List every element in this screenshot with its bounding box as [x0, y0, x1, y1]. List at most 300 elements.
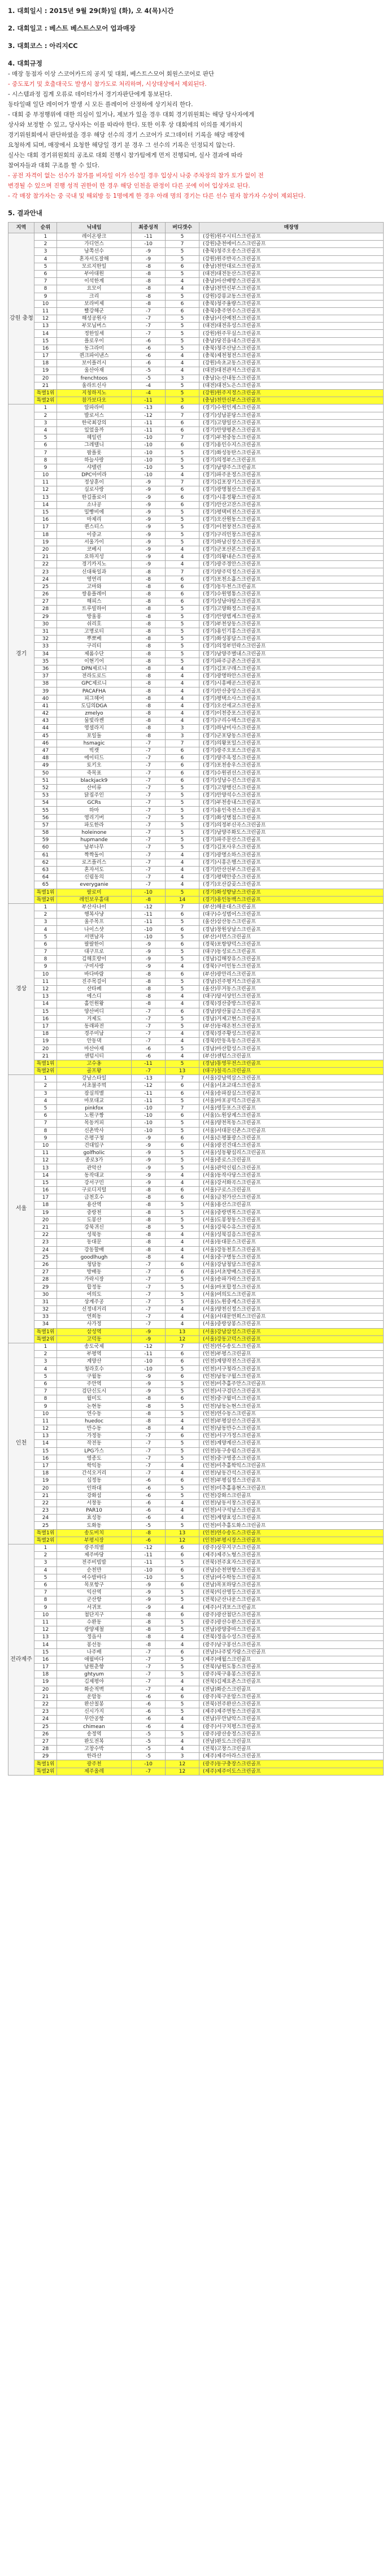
table-row [8, 1351, 384, 1358]
table-row [8, 1425, 384, 1433]
shop-cell: (인천)동구송림스크린골프 [199, 1447, 384, 1455]
table-row [8, 472, 384, 479]
table-row [8, 270, 384, 277]
rank-cell: 21 [34, 382, 57, 389]
rank-cell: 30 [34, 620, 57, 628]
nickname-cell: 정한일세 [57, 330, 132, 337]
nickname-cell: huedoc [57, 1417, 132, 1425]
table-row [8, 1157, 384, 1164]
nickname-cell: 순천만 [57, 1567, 132, 1574]
score-cell: -7 [132, 1440, 166, 1447]
table-row [8, 278, 384, 285]
rank-cell: 62 [34, 859, 57, 866]
rank-cell: 1 [34, 1544, 57, 1552]
table-row [8, 1678, 384, 1686]
birdie-cell: 6 [166, 755, 199, 762]
rank-cell: 3 [34, 1090, 57, 1097]
shop-cell: (인천)중구월미스크린골프 [199, 1395, 384, 1403]
rank-cell: 56 [34, 814, 57, 821]
birdie-cell: 4 [166, 546, 199, 553]
score-cell: -8 [132, 1403, 166, 1410]
nickname-cell: 계양산 [57, 1358, 132, 1365]
score-cell: -6 [132, 1492, 166, 1499]
birdie-cell: 4 [166, 1000, 199, 1008]
nickname-cell: 영셜라지 [57, 725, 132, 732]
nickname-cell: 송정역 [57, 1730, 132, 1738]
shop-cell: (경기)의정부신곡스크린골프 [199, 821, 384, 829]
rank-cell: 43 [34, 717, 57, 725]
table-row [8, 1090, 384, 1097]
birdie-cell: 6 [166, 419, 199, 427]
nickname-cell: 행복사냥 [57, 911, 132, 919]
nickname-cell: 작전동 [57, 1440, 132, 1447]
nickname-cell: 영리기버 [57, 814, 132, 821]
score-cell: -10 [132, 1112, 166, 1120]
nickname-cell: 애월바다 [57, 1656, 132, 1663]
rank-cell: 특별1위 [34, 1328, 57, 1335]
rank-cell: 10 [34, 1142, 57, 1149]
rank-cell: 38 [34, 680, 57, 687]
birdie-cell: 4 [166, 1723, 199, 1730]
table-body [8, 233, 384, 1776]
nickname-cell: 신시가지 [57, 1708, 132, 1716]
rank-cell: 32 [34, 1306, 57, 1313]
table-row [8, 1417, 384, 1425]
table-row [8, 1700, 384, 1708]
rank-cell: 13 [34, 1164, 57, 1172]
rank-cell: 17 [34, 1462, 57, 1469]
birdie-cell: 6 [166, 1008, 199, 1015]
shop-cell: (경기)의왕포일스크린골프 [199, 739, 384, 747]
score-cell: -8 [132, 1187, 166, 1194]
table-row [8, 1544, 384, 1552]
table-row [8, 1022, 384, 1030]
birdie-cell: 12 [166, 1335, 199, 1343]
nickname-cell: 합정동 [57, 1283, 132, 1291]
shop-cell: (충남)논산내동스크린골프 [199, 375, 384, 382]
score-cell: -6 [132, 337, 166, 345]
score-cell: -7 [132, 307, 166, 315]
shop-cell: (전남)완도스크린골프 [199, 1738, 384, 1745]
shop-cell: (전북)김제요촌스크린골프 [199, 1678, 384, 1686]
score-cell: -8 [132, 896, 166, 903]
rank-cell: 특별1위 [34, 1060, 57, 1067]
score-cell: -9 [132, 941, 166, 948]
birdie-cell: 5 [166, 658, 199, 665]
score-cell: -8 [132, 673, 166, 680]
rank-cell: 20 [34, 375, 57, 382]
shop-cell: (경북)구미인동스크린골프 [199, 963, 384, 971]
table-row [8, 971, 384, 978]
nickname-cell: 가디언스 [57, 241, 132, 248]
birdie-cell: 5 [166, 1365, 199, 1373]
shop-cell: (경기)포천소흘스크린골프 [199, 576, 384, 583]
nickname-cell: 제롬수단 [57, 650, 132, 658]
score-cell: -7 [132, 1455, 166, 1462]
nickname-cell: 한길플로이 [57, 494, 132, 501]
rank-cell: 8 [34, 1127, 57, 1134]
rank-cell: 10 [34, 300, 57, 307]
nickname-cell: 신대륙일과 [57, 568, 132, 576]
shop-cell: (충북)청주산남스크린골프 [199, 345, 384, 352]
score-cell: -9 [132, 1172, 166, 1179]
rank-cell: 34 [34, 1321, 57, 1328]
table-row [8, 829, 384, 837]
shop-cell: (경남)마산합성스크린골프 [199, 1045, 384, 1052]
score-cell: -8 [132, 1425, 166, 1433]
nickname-cell: 봉선동 [57, 1641, 132, 1648]
table-row [8, 1254, 384, 1261]
table-row [8, 762, 384, 769]
score-cell: -7 [132, 1648, 166, 1656]
shop-cell: (전북)정읍수성스크린골프 [199, 1634, 384, 1641]
shop-cell: (광주)동구충장스크린골프 [199, 1760, 384, 1768]
score-cell: -8 [132, 613, 166, 620]
table-row [8, 255, 384, 263]
rule-line: - 대회 중 부정행위에 대한 의심이 있거나, 제보가 있을 경우 대회 경기위원회는 해당 당사자에게 [8, 111, 254, 118]
shop-cell: (인천)서구청라스크린골프 [199, 1365, 384, 1373]
table-row [8, 1671, 384, 1678]
shop-cell: (제주)제주이도스크린골프 [199, 1768, 384, 1775]
rank-cell: 특별1위 [34, 389, 57, 397]
score-cell: -9 [132, 248, 166, 255]
shop-cell: (경기)군포산본스크린골프 [199, 546, 384, 553]
birdie-cell: 6 [166, 442, 199, 449]
score-cell: -7 [132, 1298, 166, 1306]
score-cell: -5 [132, 1753, 166, 1760]
rank-cell: 7 [34, 1120, 57, 1127]
birdie-cell: 4 [166, 554, 199, 561]
birdie-cell: 5 [166, 807, 199, 814]
shop-cell: (경남)진주평거스크린골프 [199, 978, 384, 985]
table-row [8, 844, 384, 851]
birdie-cell: 5 [166, 1283, 199, 1291]
birdie-cell: 5 [166, 255, 199, 263]
nickname-cell: 군산항 [57, 1596, 132, 1604]
table-row [8, 851, 384, 859]
table-row [8, 516, 384, 524]
shop-cell: (경기)파주금촌스크린골프 [199, 658, 384, 665]
score-cell: -8 [132, 702, 166, 710]
birdie-cell: 4 [166, 285, 199, 293]
table-row [8, 293, 384, 300]
birdie-cell: 5 [166, 1522, 199, 1529]
nickname-cell: everyganie [57, 881, 132, 889]
nickname-cell: 참가보다오 [57, 397, 132, 404]
shop-cell: (제주)제주연동스크린골프 [199, 1708, 384, 1716]
results-title: 5. 결과안내 [8, 209, 42, 217]
nickname-cell: 안동댁 [57, 1038, 132, 1045]
shop-cell: (부산)센텀스크린골프 [199, 1052, 384, 1060]
nickname-cell: 주안역 [57, 1380, 132, 1387]
rule-line: 동타일때 일단 레이어가 발생 시 모든 플레이어 산정하에 상기처리 한다. [8, 101, 193, 108]
nickname-cell: 부산사나이 [57, 903, 132, 911]
nickname-cell: 플로우이 [57, 337, 132, 345]
birdie-cell: 4 [166, 1499, 199, 1507]
birdie-cell: 5 [166, 978, 199, 985]
rank-cell: 16 [34, 345, 57, 352]
table-row [8, 1276, 384, 1283]
shop-cell: (경기)시흥정왕스크린골프 [199, 494, 384, 501]
score-cell: -8 [132, 620, 166, 628]
rank-cell: 2 [34, 412, 57, 419]
table-row [8, 1477, 384, 1485]
table-row [8, 1306, 384, 1313]
birdie-cell: 5 [166, 829, 199, 837]
rank-cell: 44 [34, 725, 57, 732]
rank-cell: 25 [34, 1254, 57, 1261]
shop-cell: (서울)서대문연희스크린골프 [199, 1313, 384, 1321]
rank-cell: 20 [34, 1216, 57, 1224]
birdie-cell: 6 [166, 1194, 199, 1202]
score-cell: -7 [132, 1038, 166, 1045]
shop-cell: (충북)제천청전스크린골프 [199, 353, 384, 360]
rank-cell: 6 [34, 1112, 57, 1120]
rank-cell: 특별1위 [34, 1760, 57, 1768]
nickname-cell: 이현기어 [57, 658, 132, 665]
score-cell: -8 [132, 1239, 166, 1246]
nickname-cell: 김제평야 [57, 1678, 132, 1686]
rank-cell: 49 [34, 762, 57, 769]
table-row [8, 1112, 384, 1120]
birdie-cell: 5 [166, 1708, 199, 1716]
rank-cell: 5 [34, 1104, 57, 1112]
table-row [8, 1343, 384, 1350]
score-cell: -7 [132, 844, 166, 851]
shop-cell: (경기)이천창전스크린골프 [199, 524, 384, 531]
rank-cell: 2 [34, 911, 57, 919]
birdie-cell: 4 [166, 1425, 199, 1433]
nickname-cell: 서창동 [57, 1499, 132, 1507]
score-cell: -6 [132, 1507, 166, 1515]
rank-cell: 21 [34, 1052, 57, 1060]
nickname-cell: 그레텔니 [57, 442, 132, 449]
score-cell: -7 [132, 769, 166, 777]
nickname-cell: 부평시장 [57, 1537, 132, 1544]
table-row [8, 1760, 384, 1768]
nickname-cell: 동작대교 [57, 1172, 132, 1179]
nickname-cell: 무안공항 [57, 1716, 132, 1723]
birdie-header: 버디갯수 [166, 223, 199, 233]
birdie-cell: 4 [166, 1678, 199, 1686]
table-row [8, 1187, 384, 1194]
shop-cell: (서울)성북길음스크린골프 [199, 1232, 384, 1239]
nickname-cell: 바다바람 [57, 971, 132, 978]
shop-cell: (경남)거제고현스크린골프 [199, 1015, 384, 1022]
score-cell: -8 [132, 1634, 166, 1641]
nickname-cell: holeinone [57, 829, 132, 837]
rules-list [8, 69, 383, 201]
score-cell: -8 [132, 598, 166, 606]
nickname-cell: 퀸스티스 [57, 524, 132, 531]
birdie-cell: 5 [166, 933, 199, 941]
score-cell: -8 [132, 971, 166, 978]
nickname-cell: 서귀포 [57, 1604, 132, 1611]
nickname-cell: 방울롱 [57, 613, 132, 620]
table-row [8, 673, 384, 680]
shop-cell: (경기)안산중앙스크린골프 [199, 687, 384, 695]
score-cell: -8 [132, 978, 166, 985]
score-cell: -7 [132, 784, 166, 791]
rank-cell: 7 [34, 948, 57, 956]
shop-cell: (서울)동대문스크린골프 [199, 1239, 384, 1246]
score-cell: -9 [132, 546, 166, 553]
score-cell: -10 [132, 1574, 166, 1581]
nickname-cell: 고마와 [57, 583, 132, 590]
birdie-cell: 5 [166, 821, 199, 829]
nickname-cell: 송도국제 [57, 1343, 132, 1350]
nickname-cell: chimean [57, 1723, 132, 1730]
table-row [8, 1529, 384, 1537]
table-row [8, 1499, 384, 1507]
shop-cell: (인천)계양작전스크린골프 [199, 1358, 384, 1365]
score-cell: -9 [132, 1134, 166, 1142]
nickname-cell: 남쪽선수 [57, 248, 132, 255]
table-row [8, 1462, 384, 1469]
shop-cell: (서울)중랑면목스크린골프 [199, 1209, 384, 1216]
shop-cell: (서울)강동고덕스크린골프 [199, 1335, 384, 1343]
nickname-cell: PACAFHA [57, 687, 132, 695]
table-row [8, 1038, 384, 1045]
shop-cell: (광주)서구치평스크린골프 [199, 1723, 384, 1730]
nickname-cell: 헤일린 [57, 434, 132, 442]
score-cell: -8 [132, 606, 166, 613]
rank-cell: 13 [34, 1433, 57, 1440]
table-row [8, 1581, 384, 1589]
birdie-cell: 5 [166, 792, 199, 799]
nickname-cell: 은평구청 [57, 1134, 132, 1142]
shop-cell: (부산)동래온천스크린골프 [199, 1022, 384, 1030]
shop-cell: (인천)남동만수스크린골프 [199, 1425, 384, 1433]
shop-cell: (대구)달서상인스크린골프 [199, 993, 384, 1000]
score-cell: -8 [132, 1410, 166, 1417]
birdie-cell: 4 [166, 1052, 199, 1060]
shop-cell: (경기)안양평촌스크린골프 [199, 427, 384, 434]
shop-cell: (경기)성남야탑스크린골프 [199, 598, 384, 606]
region-cell: 강원 충청 [8, 233, 34, 404]
rank-cell: 9 [34, 1134, 57, 1142]
birdie-cell: 5 [166, 449, 199, 456]
rank-cell: 특별2위 [34, 1537, 57, 1544]
birdie-cell: 5 [166, 1664, 199, 1671]
score-cell: -6 [132, 1723, 166, 1730]
score-cell: -10 [132, 889, 166, 896]
birdie-cell: 5 [166, 1015, 199, 1022]
birdie-cell: 4 [166, 1239, 199, 1246]
nickname-cell: 쉬리호 [57, 620, 132, 628]
nickname-cell: PAR10 [57, 1507, 132, 1515]
score-cell: -9 [132, 956, 166, 963]
rule-line: 상사와 보정할 수 있고, 당사자는 이를 따라야 한다. 또한 이후 상 대회에의 이의를 제기하지 [8, 121, 243, 128]
table-row [8, 546, 384, 553]
shop-cell: (강원)원주무실스크린골프 [199, 330, 384, 337]
rank-cell: 9 [34, 293, 57, 300]
birdie-cell: 4 [166, 1313, 199, 1321]
birdie-cell: 7 [166, 412, 199, 419]
shop-cell: (경기)구리수택스크린골프 [199, 717, 384, 725]
score-cell: -9 [132, 1380, 166, 1387]
score-cell: -12 [132, 903, 166, 911]
rank-cell: 24 [34, 576, 57, 583]
shop-cell: (경기)오산세교스크린골프 [199, 702, 384, 710]
birdie-cell: 5 [166, 1700, 199, 1708]
score-cell: -7 [132, 1433, 166, 1440]
rank-cell: 3 [34, 248, 57, 255]
birdie-cell: 4 [166, 874, 199, 881]
birdie-cell: 6 [166, 769, 199, 777]
score-cell: -8 [132, 1611, 166, 1618]
birdie-cell: 13 [166, 1529, 199, 1537]
table-row [8, 658, 384, 665]
shop-cell: (서울)강남청담스크린골프 [199, 1261, 384, 1268]
rank-cell: 21 [34, 1693, 57, 1700]
nickname-cell: 포일돌 [57, 732, 132, 739]
table-row [8, 233, 384, 241]
score-cell: -7 [132, 1291, 166, 1298]
nickname-cell: 소나공 [57, 501, 132, 508]
score-cell: -7 [132, 837, 166, 844]
score-cell: -9 [132, 1164, 166, 1172]
nickname-cell: 발로서스 [57, 412, 132, 419]
table-row [8, 814, 384, 821]
birdie-cell: 4 [166, 1030, 199, 1038]
score-cell: -10 [132, 1567, 166, 1574]
birdie-cell: 5 [166, 1455, 199, 1462]
shop-cell: (전남)순천연향스크린골프 [199, 1567, 384, 1574]
shop-cell: (경남)통영무전스크린골프 [199, 1060, 384, 1067]
table-row [8, 1358, 384, 1365]
score-cell: -9 [132, 538, 166, 546]
table-row [8, 1313, 384, 1321]
nickname-cell: 짝짝돌이 [57, 851, 132, 859]
birdie-cell: 4 [166, 1246, 199, 1254]
table-row [8, 442, 384, 449]
table-row [8, 933, 384, 941]
score-cell: -8 [132, 293, 166, 300]
score-cell: -7 [132, 315, 166, 323]
nickname-cell: 진주목걸이 [57, 978, 132, 985]
score-cell: -7 [132, 799, 166, 807]
birdie-cell: 5 [166, 464, 199, 471]
shop-cell: (전북)남원도통스크린골프 [199, 1664, 384, 1671]
nickname-cell: 지칭하지노 [57, 389, 132, 397]
shop-cell: (전남)나주빛가람스크린골프 [199, 1648, 384, 1656]
rank-cell: 14 [34, 1000, 57, 1008]
nickname-cell: ghtyum [57, 1671, 132, 1678]
rule-line: - 시스템과정 집계 오류로 데이터가서 경기자판단에게 통보된다. [8, 91, 172, 98]
nickname-cell: 에이티드 [57, 755, 132, 762]
birdie-cell: 12 [166, 1768, 199, 1775]
rank-cell: 29 [34, 1283, 57, 1291]
table-row [8, 263, 384, 270]
rank-cell: 20 [34, 546, 57, 553]
nickname-cell: golfholic [57, 1150, 132, 1157]
birdie-cell: 6 [166, 926, 199, 933]
nickname-cell: 팔팔한이 [57, 941, 132, 948]
rank-cell: 1 [34, 404, 57, 412]
shop-cell: (경기)수원영통스크린골프 [199, 591, 384, 598]
score-cell: -11 [132, 1559, 166, 1567]
shop-cell: (서울)성동왕십리스크린골프 [199, 1150, 384, 1157]
nickname-cell: 파도한라 [57, 821, 132, 829]
score-cell: -10 [132, 1760, 166, 1768]
rank-cell: 4 [34, 926, 57, 933]
nickname-cell: 도화동 [57, 1522, 132, 1529]
shop-cell: (대전)대전둔산스크린골프 [199, 270, 384, 277]
table-row [8, 1410, 384, 1417]
nickname-cell: 홀인원왕 [57, 1000, 132, 1008]
birdie-cell: 6 [166, 1142, 199, 1149]
